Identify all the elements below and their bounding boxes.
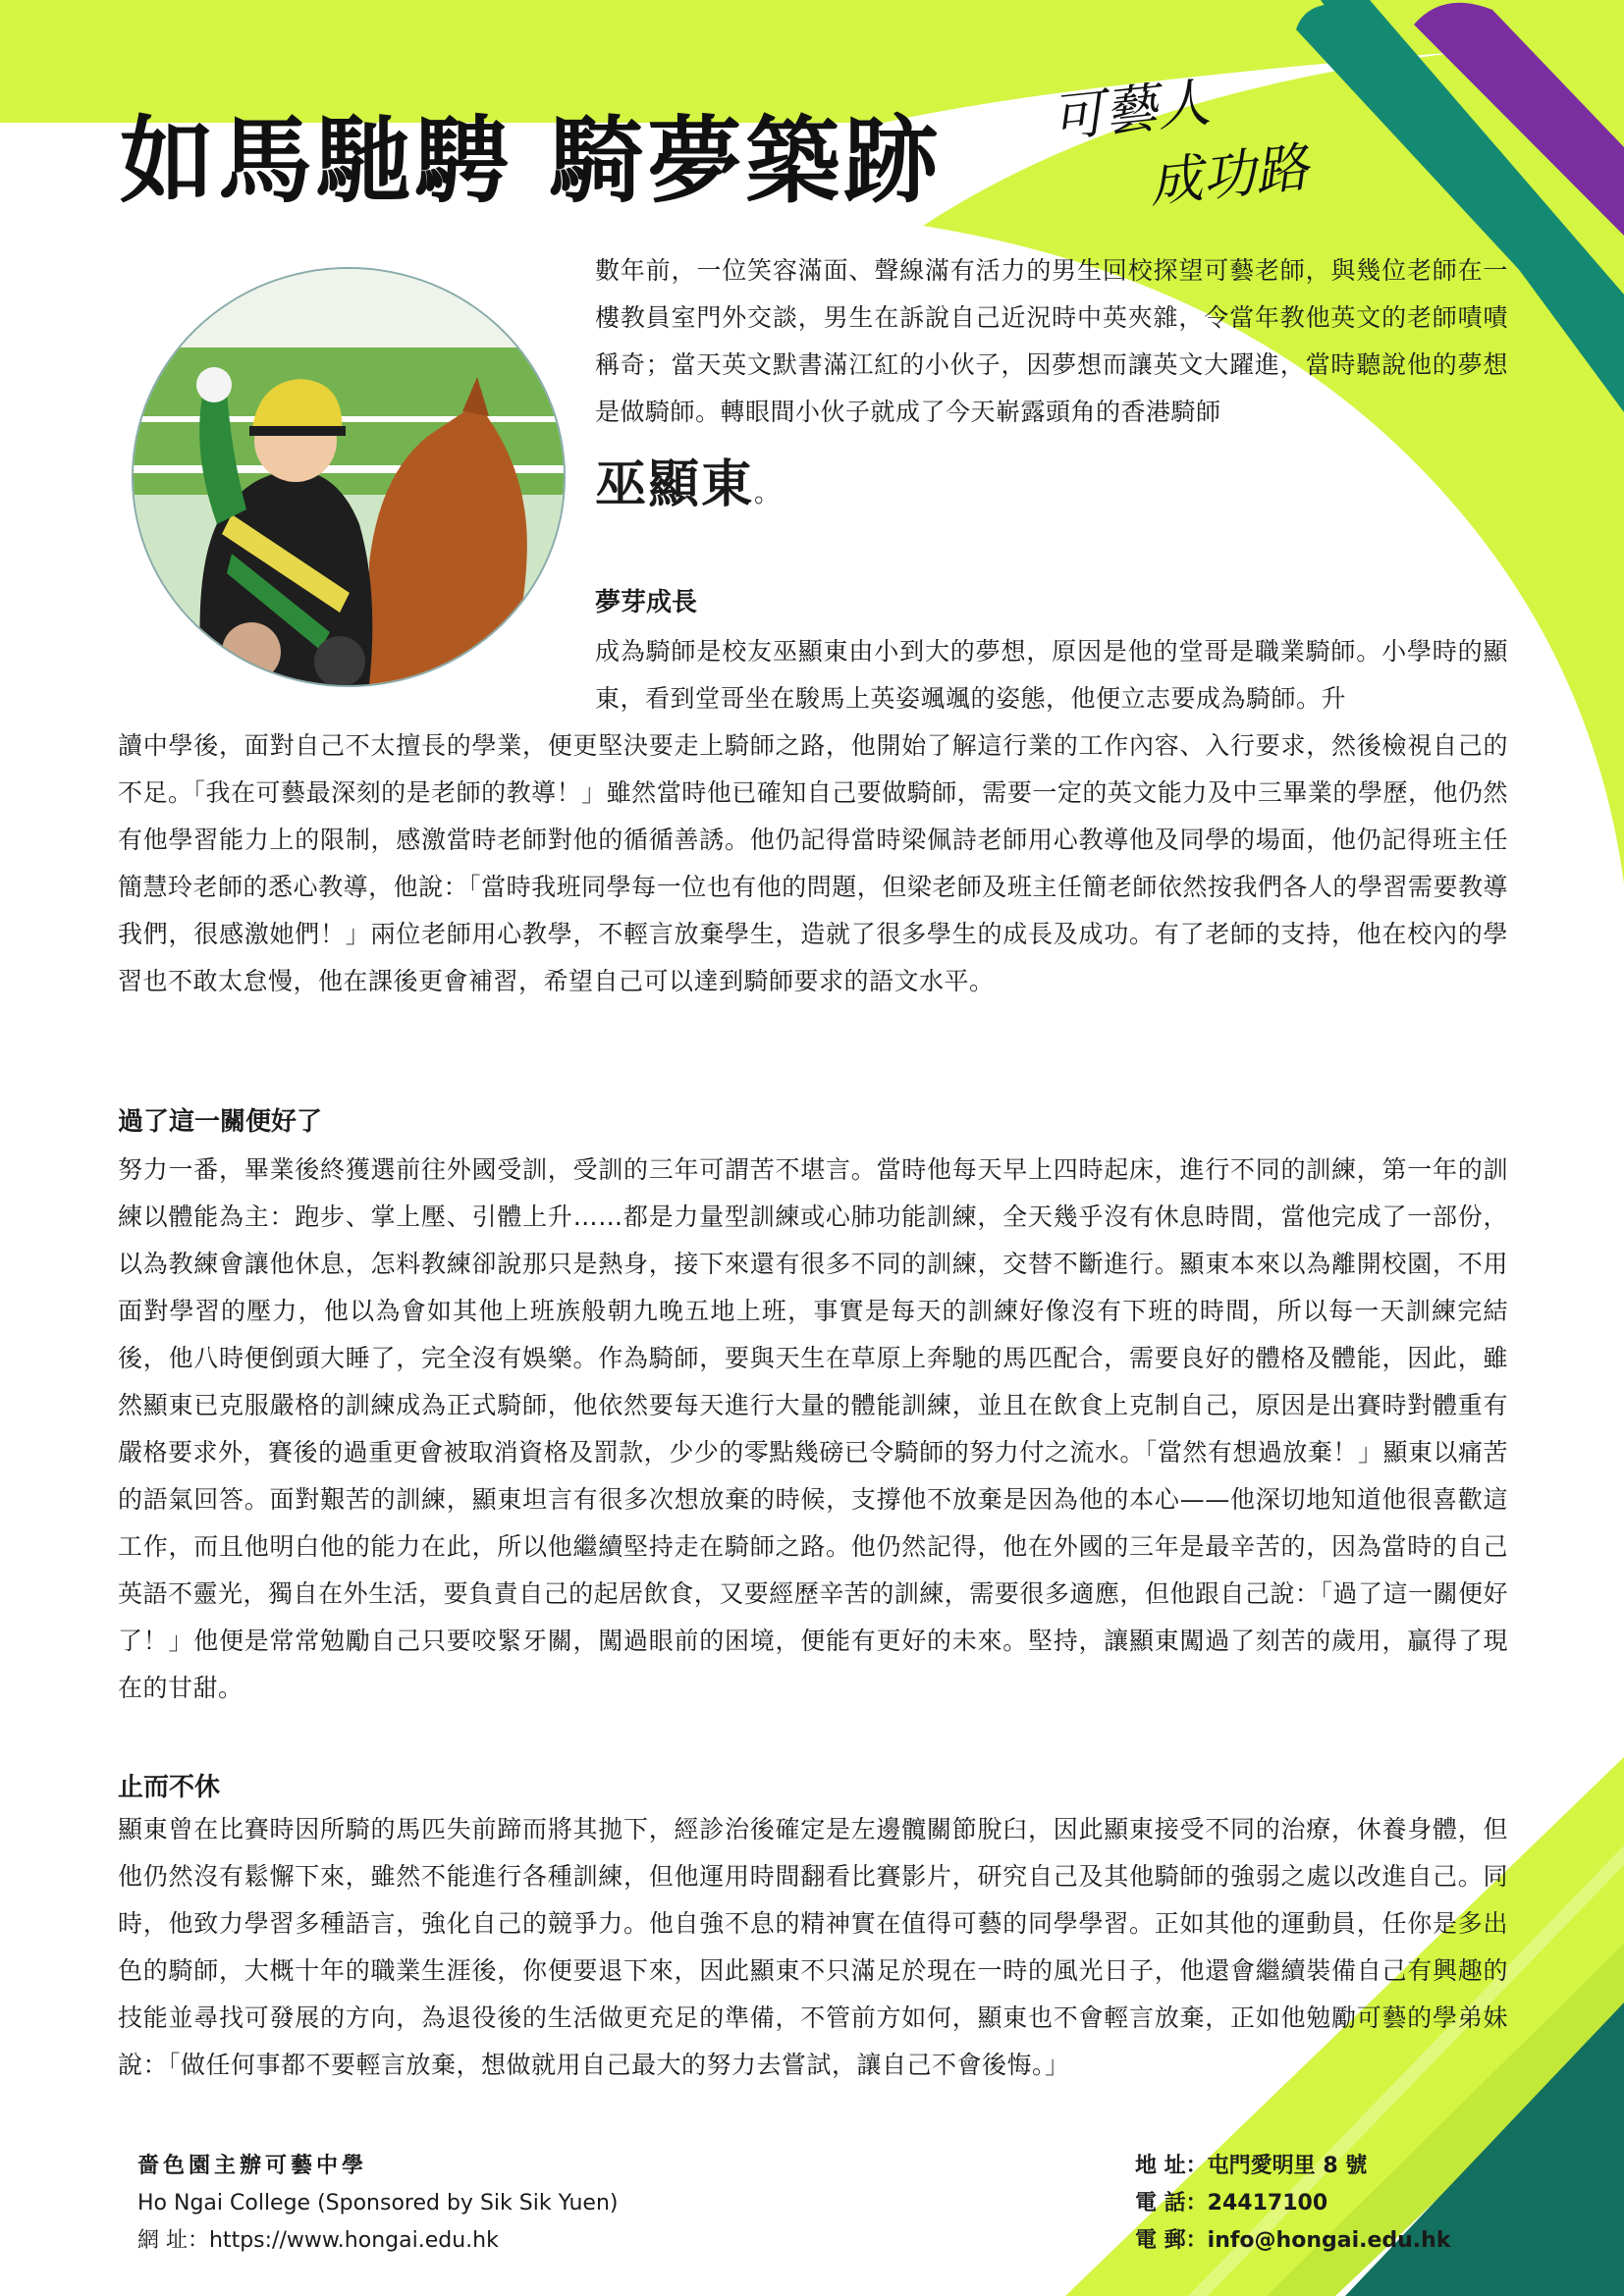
- footer-contact-info: [1135, 2148, 1450, 2260]
- jockey-photo: [132, 267, 566, 687]
- section-heading-3: 止而不休: [118, 1773, 221, 1802]
- section-heading-2: 過了這一關便好了: [118, 1107, 323, 1137]
- brand-slogan: [1041, 69, 1355, 215]
- jockey-name: [595, 454, 782, 525]
- jockey-name-text: 巫顯東: [595, 455, 755, 514]
- section-1-text-a: 成為騎師是校友巫顯東由小到大的夢想，原因是他的堂哥是職業騎師。小學時的顯東，看到堂哥坐在駿馬上英姿颯颯的姿態，他便立志要成為騎師。升: [595, 637, 1508, 713]
- section-2-text: 努力一番，畢業後終獲選前往外國受訓，受訓的三年可謂苦不堪言。當時他每天早上四時起床，進行不同的訓練，第一年的訓練以體能為主：跑步、掌上壓、引體上升……都是力量型訓練或心肺功能訓練，全天幾乎沒有休息時間，當他完成了一部份，以為教練會讓他休息，怎料教練卻說那只是熱身，接下來還有很多不同的訓練，交替不斷進行。顯東本來以為離開校園，不用面對學習的壓力，他以為會如其他上班族般朝九晚五地上班，事實是每天的訓練好像沒有下班的時間，所以每一天訓練完結後，他八時便倒頭大睡了，完全沒有娛樂。作為騎師，要與天生在草原上奔馳的馬匹配合，需要良好的體格及體能，因此，雖然顯東已克服嚴格的訓練成為正式騎師，他依然要每天進行大量的體能訓練，並且在飲食上克制自己，原因是出賽時對體重有嚴格要求外，賽後的過重更會被取消資格及罰款，少少的零點幾磅已令騎師的努力付之流水。「當然有想過放棄！」顯東以痛苦的語氣回答。面對艱苦的訓練，顯東坦言有很多次想放棄的時候，支撐他不放棄是因為他的本心——他深切地知道他很喜歡這工作，而且他明白他的能力在此，所以他繼續堅持走在騎師之路。他仍然記得，他在外國的三年是最辛苦的，因為當時的自己英語不靈光，獨自在外生活，要負責自己的起居飲食，又要經歷辛苦的訓練，需要很多適應，但他跟自己說：「過了這一關便好了！」他便是常常勉勵自己只要咬緊牙關，闖過眼前的困境，便能有更好的未來。堅持，讓顯東闖過了刻苦的歲用，贏得了現在的甘甜。: [118, 1155, 1508, 1702]
- school-name-cn: 嗇色園主辦可藝中學: [137, 2154, 368, 2178]
- section-heading-1: 夢芽成長: [595, 588, 698, 617]
- jockey-photo-icon: [134, 269, 564, 685]
- intro-paragraph: 數年前，一位笑容滿面、聲線滿有活力的男生回校探望可藝老師，與幾位老師在一樓教員室門外交談，男生在訴說自己近況時中英夾雜，令當年教他英文的老師嘖嘖稱奇；當天英文默書滿江紅的小伙子，因夢想而讓英文大躍進，當時聽說他的夢想是做騎師。轉眼間小伙子就成了今天嶄露頭角的香港騎師: [595, 256, 1508, 426]
- school-name-en: Ho Ngai College (Sponsored by Sik Sik Yuen): [137, 2191, 619, 2216]
- school-email-link[interactable]: 電 郵：info@hongai.edu.hk: [1135, 2228, 1451, 2253]
- jockey-name-suffix: 。: [754, 479, 783, 508]
- school-phone: 電 話：24417100: [1135, 2191, 1328, 2216]
- school-address: 地 址：屯門愛明里 8 號: [1135, 2154, 1368, 2178]
- page-title: 如馬馳騁 騎夢築跡: [120, 106, 943, 216]
- brand-slogan-line2: 成功路: [1146, 135, 1312, 215]
- footer-school-info: [137, 2148, 619, 2260]
- section-3-text: 顯東曾在比賽時因所騎的馬匹失前蹄而將其拋下，經診治後確定是左邊髖關節脫臼，因此顯東接受不同的治療，休養身體，但他仍然沒有鬆懈下來，雖然不能進行各種訓練，但他運用時間翻看比賽影片，研究自己及其他騎師的強弱之處以改進自己。同時，他致力學習多種語言，強化自己的競爭力。他自強不息的精神實在值得可藝的同學學習。正如其他的運動員，任你是多出色的騎師，大概十年的職業生涯後，你便要退下來，因此顯東不只滿足於現在一時的風光日子，他還會繼續裝備自己有興趣的技能並尋找可發展的方向，為退役後的生活做更充足的準備，不管前方如何，顯東也不會輕言放棄，正如他勉勵可藝的學弟妹說：「做任何事都不要輕言放棄，想做就用自己最大的努力去嘗試，讓自己不會後悔。」: [118, 1815, 1508, 2079]
- brand-slogan-line1: 可藝人: [1048, 71, 1214, 150]
- section-1-text-b: 讀中學後，面對自己不太擅長的學業，便更堅決要走上騎師之路，他開始了解這行業的工作內容、入行要求，然後檢視自己的不足。「我在可藝最深刻的是老師的教導！」雖然當時他已確知自己要做騎師，需要一定的英文能力及中三畢業的學歷，他仍然有他學習能力上的限制，感激當時老師對他的循循善誘。他仍記得當時梁佩詩老師用心教導他及同學的場面，他仍記得班主任簡慧玲老師的悉心教導，他說：「當時我班同學每一位也有他的問題，但梁老師及班主任簡老師依然按我們各人的學習需要教導我們，很感激她們！」兩位老師用心教學，不輕言放棄學生，造就了很多學生的成長及成功。有了老師的支持，他在校內的學習也不敢太怠慢，他在課後更會補習，希望自己可以達到騎師要求的語文水平。: [118, 731, 1508, 995]
- school-website-link[interactable]: 網 址：https://www.hongai.edu.hk: [137, 2228, 499, 2253]
